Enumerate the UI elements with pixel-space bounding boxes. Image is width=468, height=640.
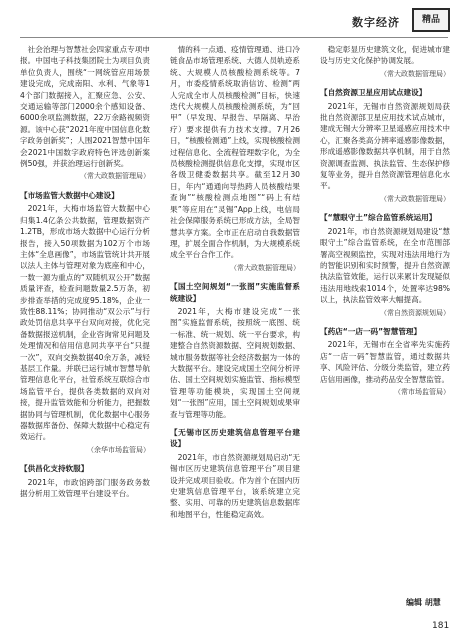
article-heading: 【“慧眼守土”综合监管系统运用】 — [320, 213, 437, 223]
editor-credit: 编辑 胡慧 — [406, 598, 441, 607]
article-source: （常市场监管局） — [394, 387, 450, 396]
page-number: 181 — [432, 621, 450, 631]
article-source: （常大政数据管理局） — [380, 194, 450, 203]
magazine-logo: 精品 — [412, 8, 450, 32]
article-paragraph: 2021年，市自然资源规划局建设“慧眼守土”综合监管系统，在全市范围部署高空视频监控，实现对违法用地行为的智能识别和实时预警，提升自然资源执法监管效能，运行以来累计发现疑似违法用地线索1014个，处置率达98%以上，执法监管效率大幅提高。 — [320, 226, 450, 305]
article-heading: 【供昌化支持软服】 — [20, 464, 89, 474]
article-source: （常大政数据管理局） — [380, 69, 450, 78]
article-source: （常大政数据管理局） — [80, 172, 150, 181]
article-source: （余华市场监管局） — [87, 445, 150, 454]
article-heading: 【药店“一店一码”智慧管理】 — [320, 326, 422, 336]
article-paragraph: 2021年，大梅市场监管大数据中心归集1.4亿条公共数据，管理数据资产1.2TB，形成市场大数据中心运行分析报告，接入50项数据为102万个市场主体“全息画像”，市场监管统计共开展以法人主体与管理对象为底座和中心，一数一源为重点的“双随机双公开”数据质量评查，检查问题数量2.5万条，初步排查举措的完成度95.18%，企业一致性88.11%；协同推动“双公示”与行政处罚信息共享平台双向对接，优化完备数据报送机制，企业咨询常见问题及处理情况和信用信息同共享平台“只提一次”，双向交换数据40余万条，减轻基层工作量。并联已运行城市智慧导航管理信息化平台，社管系统互联综合市场监管平台，提供各类数据的双向对接，提升监管效能和分析能力，把握数据协同与管理机制，优化数据中心服务器数据库备份、保障大数据中心稳定有效运行。 — [20, 204, 150, 442]
article-source: （常大政数据管理局） — [230, 263, 300, 272]
column-left — [20, 44, 150, 499]
article-paragraph: 2021年，无锡市在全省率先实施药店“一店一码”智慧监管，通过数据共享、风险评估、分级分类监管，建立药店信用画像，推动药品安全智慧监管。 — [320, 340, 450, 384]
article-heading: 【无锡市区历史建筑信息管理平台建设】 — [170, 428, 300, 449]
article-heading: 【市场监管大数据中心建设】 — [20, 190, 119, 200]
article-source: （常自然资源规划局） — [380, 308, 450, 317]
column-middle — [170, 44, 300, 520]
article-paragraph: 社会治理与智慧社会四家重点专项申报。中国电子科技集团院士为项目负责单位负责人，围绕“一网统管应用场景建设完成，完成南阳、水利、气象等14个部门数据接入，汇聚应急、公安、交通运输等部门2000余个感知设备、6000余项监测数据，22万余路视频资源。该中心获“2021年度中国信息化数字政务创新奖”；人围2021智慧中国年会2021中国数字政府特色评选创新案例50强，并获治理运行创新奖。 — [20, 45, 150, 169]
article-paragraph: 2021年，市自然资源规划局启动“无锡市区历史建筑信息管理平台”项目建设并完成项目验收。作为首个在国内历史建筑信息管理平台，该系统建立完整、实用、可靠的历史建筑信息数据库和地图平台，性能稳定高效。 — [170, 452, 300, 519]
section-title: 数字经济 — [352, 16, 400, 29]
article-paragraph: 稳定彰显历史建筑文化，促进城市建设与历史文化保护协调发展。 — [320, 45, 450, 66]
column-right — [320, 44, 450, 404]
article-paragraph: 2021年，无锡市自然资源规划局获批自然资源部卫星应用技术试点城市，建成无锡大分辨率卫星遥感应用技术中心，汇聚各类高分辨率遥感影像数据，形成遥感影像数据共享机制，用于自然资源调查监测、执法监管、生态保护修复等业务，提升自然资源管理信息化水平。 — [320, 101, 450, 191]
header-divider — [20, 37, 448, 38]
article-heading: 【国土空间规划“一张图”实施监督系统建设】 — [170, 282, 300, 303]
page-header — [0, 0, 468, 36]
article-paragraph: 2021年，市政馆跨部门服务政务数据分析用工效管理平台建设平台。 — [20, 477, 150, 499]
article-paragraph: 情的科一点通、疫情管理通、进口冷链食品市场管理系统、大德人员轨迹系统、大规模人员核酸检测系统等。7月，市委疫情系统取消信访、检测“两人完成全市人员核酸检测”目标，快速迭代大规模人员核酸检测系统，为“回甲”（早发现、早报告、早隔离、早治疗）要求提供有力技术支撑。7月26日，“核酸检测通”上线，实现核酸检测过程信息化、全流程管理数字化，为全员核酸检测提供信息化支撑，实现市区各级卫健委数据共享。截至12月30日，年内“通通向导热跨人员核酸结果查询”“核酸检测点地图”“码上有结果”等应用在“灵锡”App上线，电信局社会保障服务系统已形成方法，全局智慧共享方案。全市正在启动自我数据管理，扩展全面合作机制，为大规模系统成全平台合作工作。 — [170, 45, 300, 260]
article-paragraph: 2021年，大梅市建设完成“一张图”实施监督系统，按照统一底图、统一标准、统一规划、统一平台要求，构建整合自然资源数据、空间规划数据、城市服务数据等社会经济数据为一体的大数据平台。建设完成国土空间分析评估、国土空间规划实施监管、指标模型管理等功能模块，实现国土空间规划“一张图”应用，国土空间规划成果审查与管理等功能。 — [170, 306, 300, 419]
article-heading: 【自然资源卫星应用试点建设】 — [320, 88, 427, 98]
